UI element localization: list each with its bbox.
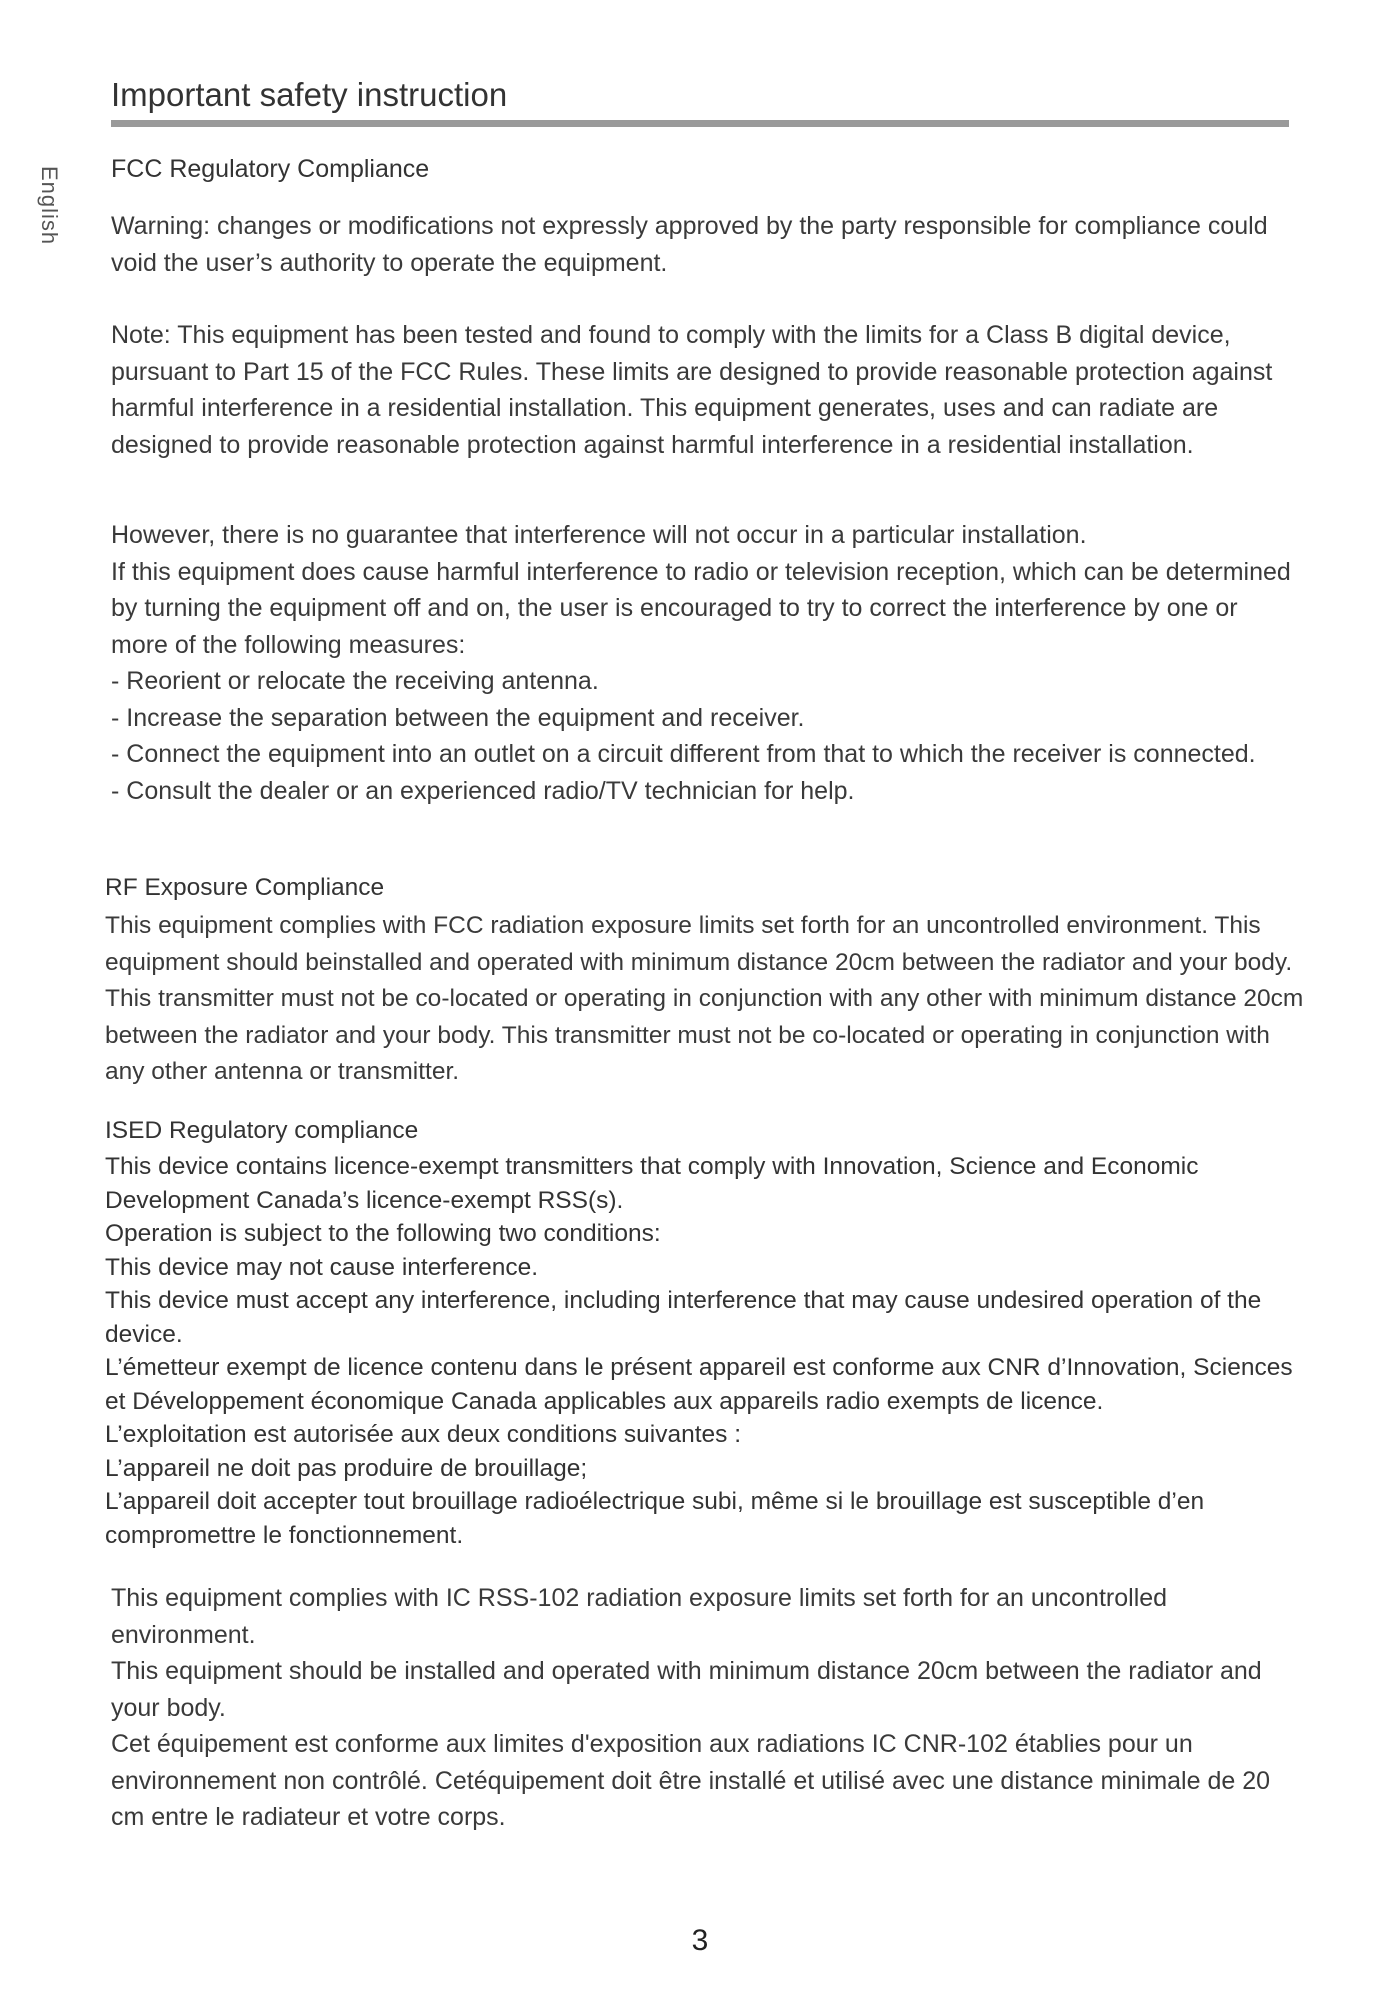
ised-heading: ISED Regulatory compliance	[105, 1117, 419, 1144]
fcc-measure-item: - Increase the separation between the equipment and receiver.	[111, 703, 805, 732]
language-tab: English	[37, 166, 62, 246]
title-divider	[111, 120, 1289, 127]
fcc-measure-item: - Connect the equipment into an outlet on a circuit different from that to which the receiver is connected.	[111, 740, 1256, 768]
ised-block	[105, 1150, 1315, 1552]
fcc-note: Note: This equipment has been tested and found to comply with the limits for a Class B digital device, pursuant to Part 15 of the FCC Rules. These limits are designed to provide reasonable protection against harmful interference in a residential installation. This equipment generates, uses and can radiate are designed to provide reasonable protection against harmful interference in a residential installation.	[111, 321, 1273, 459]
fcc-measure-item: - Consult the dealer or an experienced radio/TV technician for help.	[111, 776, 855, 805]
rf-heading: RF Exposure Compliance	[105, 874, 385, 901]
fcc-note-block	[111, 317, 1301, 463]
ised-line: This device may not cause interference.	[105, 1253, 539, 1281]
ised-line: L’émetteur exempt de licence contenu dans le présent appareil est conforme aux CNR d’Innovation, Sciences et Développement économique Canada applicables aux appareils radio exempts de licence.	[105, 1354, 1293, 1415]
fcc-warning: Warning: changes or modifications not expressly approved by the party responsible for compliance could void the user’s authority to operate the equipment.	[111, 212, 1268, 277]
ised-line: This device must accept any interference, including interference that may cause undesired operation of the device.	[105, 1287, 1262, 1348]
fcc-measures-block	[111, 517, 1301, 809]
ised-line: Operation is subject to the following two conditions:	[105, 1220, 661, 1247]
ised-line: L’appareil ne doit pas produire de brouillage;	[105, 1454, 588, 1482]
fcc-heading: FCC Regulatory Compliance	[111, 155, 430, 183]
fcc-however: However, there is no guarantee that interference will not occur in a particular installation.	[111, 521, 1087, 549]
ised-line: L’exploitation est autorisée aux deux conditions suivantes :	[105, 1421, 742, 1448]
page-number: 3	[691, 1924, 709, 1957]
ic-block	[111, 1580, 1306, 1836]
page-title: Important safety instruction	[111, 76, 508, 113]
fcc-if-cause: If this equipment does cause harmful interference to radio or television reception, which can be determined by turning the equipment off and on, the user is encouraged to try to correct the interference by one or more of the following measures:	[111, 557, 1291, 659]
ic-line: This equipment complies with IC RSS-102 radiation exposure limits set forth for an uncontrolled environment.	[111, 1584, 1168, 1649]
ised-line: L’appareil doit accepter tout brouillage radioélectrique subi, même si le brouillage est susceptible d’en compromettre le fonctionnement.	[105, 1488, 1205, 1549]
ised-line: This device contains licence-exempt transmitters that comply with Innovation, Science and Economic Development Canada’s licence-exempt RSS(s).	[105, 1153, 1199, 1214]
fcc-measure-item: - Reorient or relocate the receiving antenna.	[111, 667, 599, 695]
rf-body: This equipment complies with FCC radiation exposure limits set forth for an uncontrolled environment. This equipment should beinstalled and operated with minimum distance 20cm between the radiator and your body. This transmitter must not be co-located or operating in conjunction with any other with minimum distance 20cm between the radiator and your body. This transmitter must not be co-located or operating in conjunction with any other antenna or transmitter.	[105, 912, 1304, 1085]
ic-line: Cet équipement est conforme aux limites d'exposition aux radiations IC CNR-102 établies pour un environnement non contrôlé. Cetéquipement doit être installé et utilisé avec une distance minimale de 20 cm entre le radiateur et votre corps.	[111, 1730, 1271, 1831]
rf-block	[105, 908, 1315, 1091]
ic-line: This equipment should be installed and operated with minimum distance 20cm between the radiator and your body.	[111, 1657, 1262, 1722]
fcc-warning-block	[111, 208, 1291, 281]
